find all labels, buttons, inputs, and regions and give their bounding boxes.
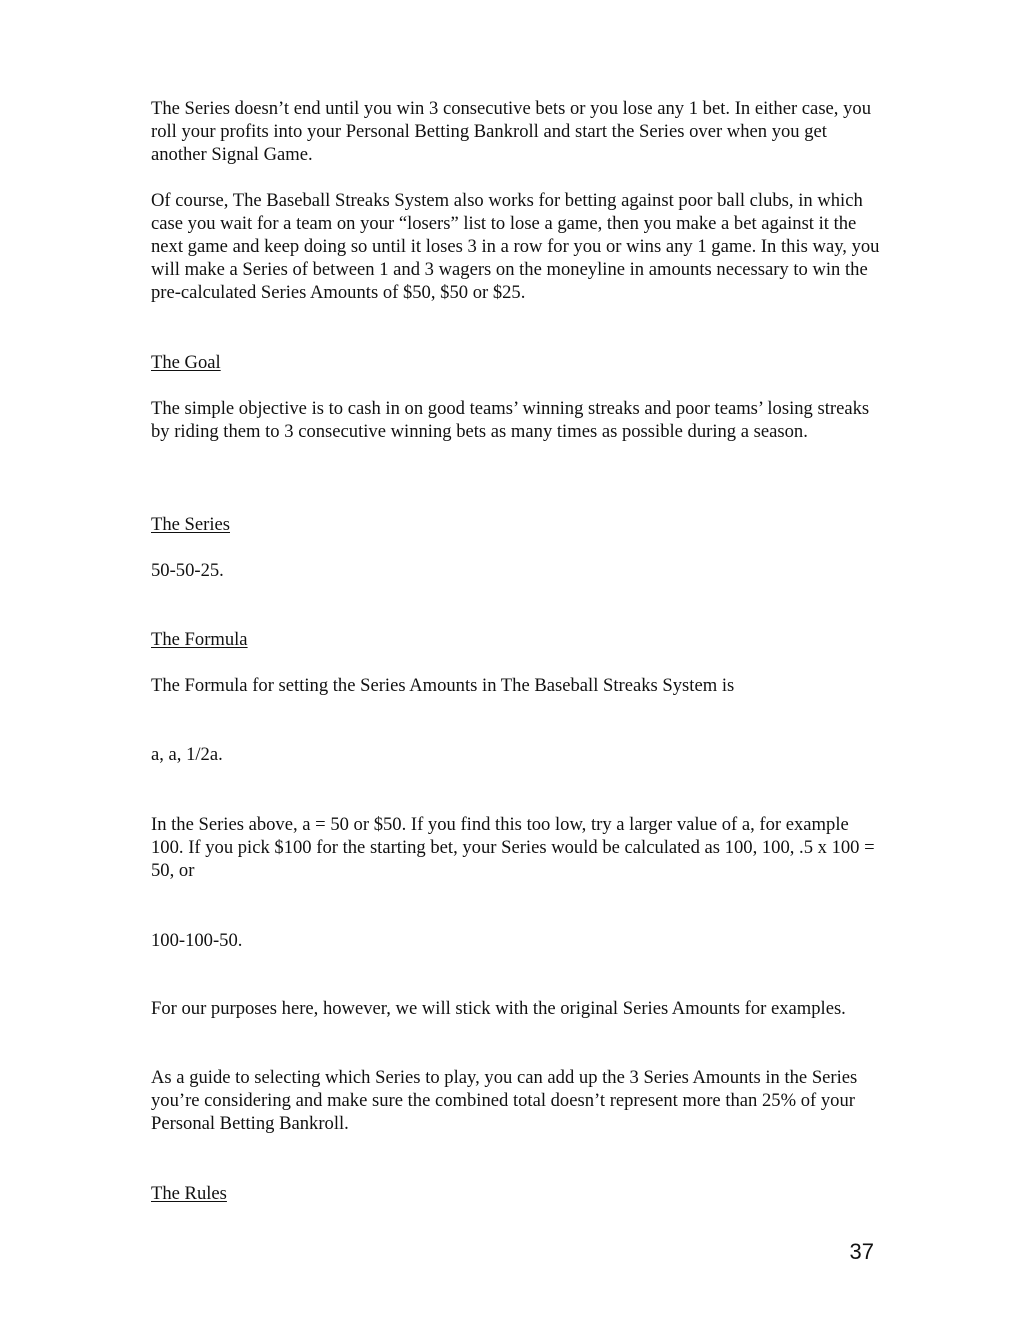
paragraph-formula-intro: The Formula for setting the Series Amounts in The Baseball Streaks System is [151, 675, 735, 696]
paragraph-formula-example: In the Series above, a = 50 or $50. If you find this too low, try a larger value of a, for example 100. If you pick $100 for the starting bet, your Series would be calculated as 100, 100, .5 x 100 = 50, or [151, 814, 875, 881]
heading-the-rules: The Rules [151, 1183, 227, 1204]
series-amounts: 50-50-25. [151, 560, 224, 581]
paragraph-goal: The simple objective is to cash in on good teams’ winning streaks and poor teams’ losing streaks by riding them to 3 consecutive winning bets as many times as possible during a season. [151, 398, 870, 442]
page-number: 37 [849, 1239, 874, 1264]
heading-the-series: The Series [151, 514, 230, 535]
paragraph-series-end: The Series doesn’t end until you win 3 consecutive bets or you lose any 1 bet. In either case, you roll your profits into your Personal Betting Bankroll and start the Series over when you get another Signal Game. [151, 98, 871, 165]
formula-result: 100-100-50. [151, 930, 243, 951]
paragraph-betting-against: Of course, The Baseball Streaks System also works for betting against poor ball clubs, in which case you wait for a team on your “losers” list to lose a game, then you make a bet against it the next game and keep doing so until it loses 3 in a row for you or wins any 1 game. In this way, you will make a Series of between 1 and 3 wagers on the moneyline in amounts necessary to win the pre-calculated Series Amounts of $50, $50 or $25. [151, 190, 880, 303]
paragraph-our-purposes: For our purposes here, however, we will stick with the original Series Amounts for examples. [151, 998, 846, 1019]
formula-expression: a, a, 1/2a. [151, 744, 223, 765]
heading-the-formula: The Formula [151, 629, 248, 650]
heading-the-goal: The Goal [151, 352, 221, 373]
paragraph-guide: As a guide to selecting which Series to play, you can add up the 3 Series Amounts in the Series you’re considering and make sure the combined total doesn’t represent more than 25% of your Personal Betting Bankroll. [151, 1067, 858, 1134]
